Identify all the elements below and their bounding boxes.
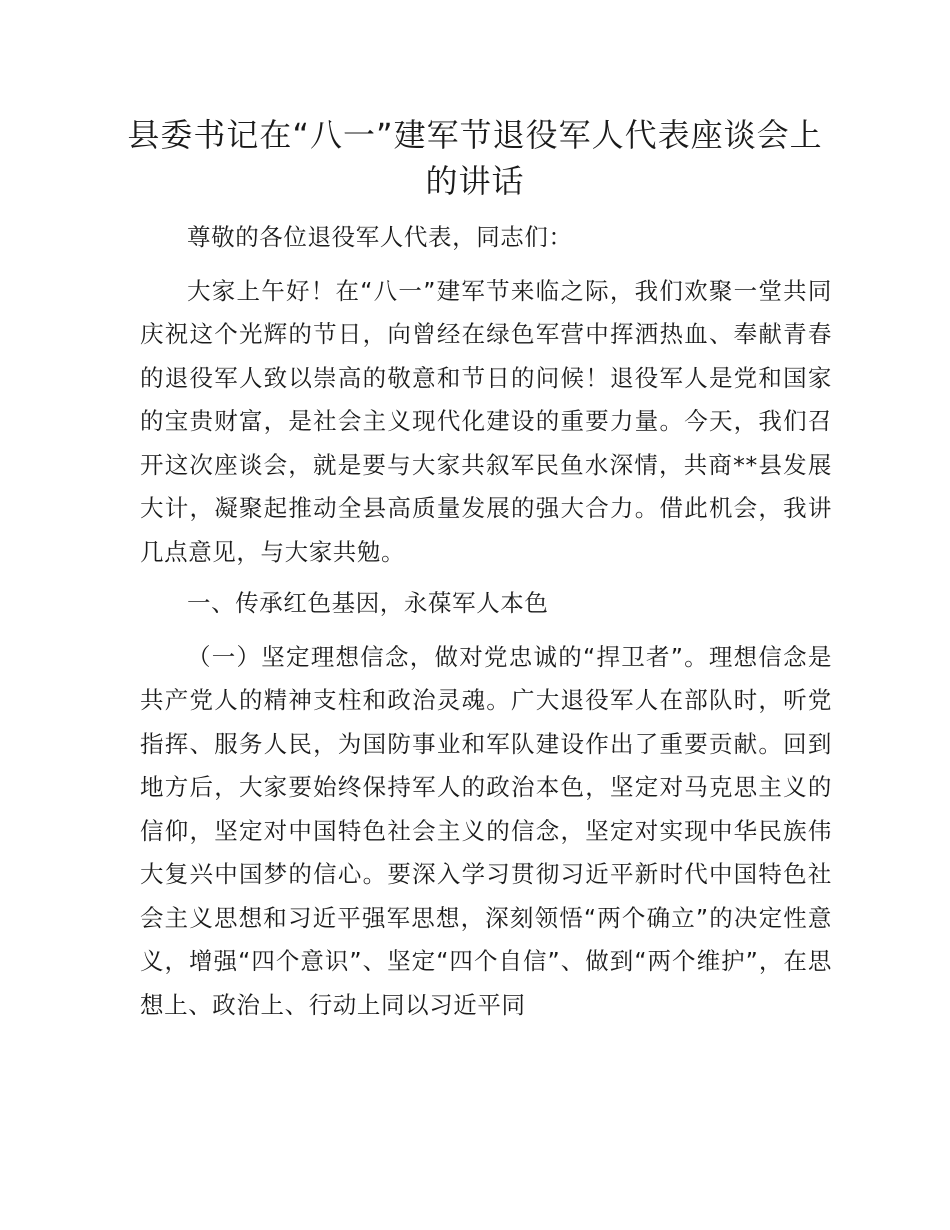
paragraph-opening: 大家上午好！在“八一”建军节来临之际，我们欢聚一堂共同庆祝这个光辉的节日，向曾经在绿色军营中挥洒热血、奉献青春的退役军人致以崇高的敬意和节日的问候！退役军人是党和国家的宝贵财富，是社会主义现代化建设的重要力量。今天，我们召开这次座谈会，就是要与大家共叙军民鱼水深情，共商**县发展大计，凝聚起推动全县高质量发展的强大合力。借此机会，我讲几点意见，与大家共勉。 xyxy=(140,276,832,566)
document-body xyxy=(140,216,832,1035)
paragraph-subsection-1: （一）坚定理想信念，做对党忠诚的“捍卫者”。理想信念是共产党人的精神支柱和政治灵魂。广大退役军人在部队时，听党指挥、服务人民，为国防事业和军队建设作出了重要贡献。回到地方后，大家要始终保持军人的政治本色，坚定对马克思主义的信仰，坚定对中国特色社会主义的信念，坚定对实现中华民族伟大复兴中国梦的信心。要深入学习贯彻习近平新时代中国特色社会主义思想和习近平强军思想，深刻领悟“两个确立”的决定性意义，增强“四个意识”、坚定“四个自信”、做到“两个维护”，在思想上、政治上、行动上同以习近平同 xyxy=(140,642,832,1019)
document-title: 县委书记在“八一”建军节退役军人代表座谈会上的讲话 xyxy=(127,116,823,200)
section-heading: 一、传承红色基因，永葆军人本色 xyxy=(187,589,549,617)
salutation: 尊敬的各位退役军人代表，同志们： xyxy=(187,223,573,251)
